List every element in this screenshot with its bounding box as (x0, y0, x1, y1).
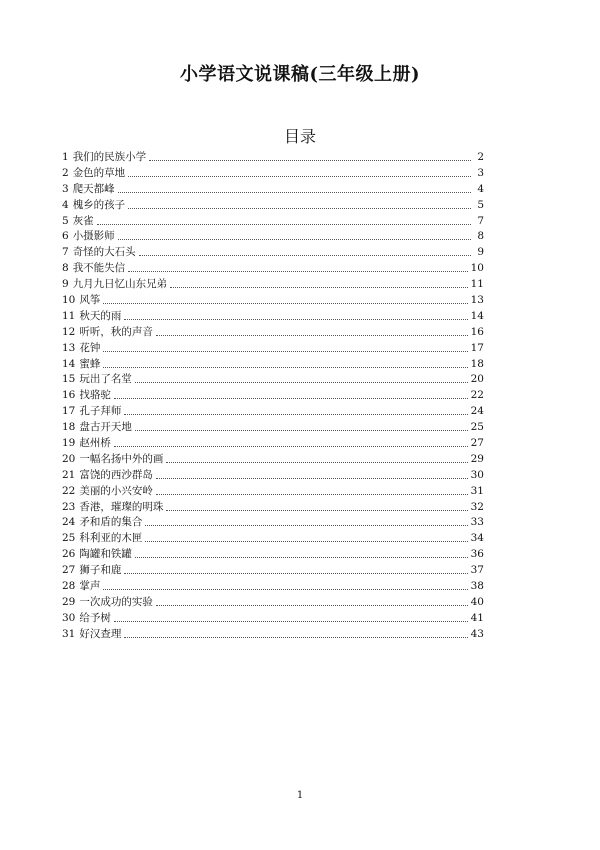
toc-entry[interactable] (62, 404, 484, 420)
toc-entry[interactable] (62, 547, 484, 563)
toc-dot-leader (103, 302, 467, 304)
toc-entry-page: 4 (477, 182, 484, 195)
toc-entry[interactable] (62, 595, 484, 611)
toc-entry-page: 20 (470, 373, 484, 386)
toc-entry-title: 掌声 (79, 580, 101, 593)
toc-entry-page: 17 (470, 341, 484, 354)
toc-dot-leader (128, 207, 471, 209)
toc-entry-number: 17 (62, 405, 76, 418)
toc-dot-leader (145, 524, 467, 526)
toc-dot-leader (128, 175, 471, 177)
toc-entry-title: 我不能失信 (72, 262, 126, 275)
toc-entry-page: 29 (470, 452, 484, 465)
toc-entry-page: 41 (470, 611, 484, 624)
toc-dot-leader (103, 350, 467, 352)
toc-entry-page: 3 (477, 166, 484, 179)
toc-entry[interactable] (62, 261, 484, 277)
toc-entry-page: 9 (477, 246, 484, 259)
toc-dot-leader (135, 429, 468, 431)
toc-entry-title: 孔子拜师 (79, 405, 122, 418)
toc-entry-title: 矛和盾的集合 (79, 516, 143, 529)
toc-dot-leader (156, 604, 468, 606)
toc-entry-page: 5 (477, 198, 484, 211)
toc-entry-page: 34 (470, 532, 484, 545)
toc-entry-number: 31 (62, 627, 76, 640)
toc-dot-leader (114, 620, 468, 622)
toc-entry[interactable] (62, 500, 484, 516)
toc-dot-leader (156, 334, 468, 336)
toc-entry-title: 一幅名扬中外的画 (79, 452, 164, 465)
toc-entry-title: 找骆驼 (79, 389, 111, 402)
toc-entry-title: 好汉查理 (79, 627, 122, 640)
toc-entry-number: 2 (62, 166, 69, 179)
toc-entry-title: 狮子和鹿 (79, 564, 122, 577)
toc-dot-leader (128, 270, 467, 272)
toc-entry-title: 风筝 (79, 294, 101, 307)
toc-dot-leader (114, 445, 468, 447)
toc-entry-title: 香港，璀璨的明珠 (79, 500, 164, 513)
toc-entry-page: 36 (470, 548, 484, 561)
toc-dot-leader (97, 223, 471, 225)
toc-entry-page: 43 (470, 627, 484, 640)
toc-entry-number: 1 (62, 151, 69, 163)
toc-dot-leader (124, 572, 467, 574)
toc-entry-number: 7 (62, 246, 69, 259)
toc-entry-page: 10 (470, 262, 484, 275)
toc-entry[interactable] (62, 372, 484, 388)
toc-dot-leader (103, 366, 467, 368)
toc-dot-leader (114, 397, 468, 399)
toc-entry-page: 37 (470, 564, 484, 577)
toc-dot-leader (166, 461, 467, 463)
toc-entry-page: 24 (470, 405, 484, 418)
toc-dot-leader (139, 254, 471, 256)
toc-entry-number: 15 (62, 373, 76, 386)
toc-entry[interactable] (62, 245, 484, 261)
toc-entry-number: 16 (62, 389, 76, 402)
toc-dot-leader (124, 318, 467, 320)
toc-dot-leader (149, 159, 471, 161)
toc-entry-number: 10 (62, 294, 76, 307)
toc-entry[interactable] (62, 325, 484, 341)
toc-dot-leader (124, 413, 467, 415)
toc-entry[interactable] (62, 579, 484, 595)
toc-entry-number: 22 (62, 484, 76, 497)
toc-entry-page: 11 (470, 278, 484, 291)
toc-entry-title: 科利亚的木匣 (79, 532, 143, 545)
toc-entry-number: 6 (62, 230, 69, 243)
toc-entry[interactable] (62, 277, 484, 293)
toc-dot-leader (156, 477, 468, 479)
toc-dot-leader (135, 556, 468, 558)
toc-dot-leader (145, 540, 467, 542)
toc-entry-number: 20 (62, 452, 76, 465)
toc-entry-title: 陶罐和铁罐 (79, 548, 132, 561)
toc-dot-leader (156, 493, 468, 495)
toc-entry-number: 9 (62, 278, 69, 291)
toc-entry[interactable] (62, 166, 484, 182)
toc-entry-number: 27 (62, 564, 76, 577)
toc-entry-number: 24 (62, 516, 76, 529)
toc-entry-title: 爬天都峰 (72, 182, 115, 195)
toc-entry-title: 秋天的雨 (79, 309, 122, 322)
toc-entry[interactable] (62, 627, 484, 643)
toc-entry-page: 38 (470, 580, 484, 593)
toc-entry-title: 给予树 (79, 611, 111, 624)
toc-entry-page: 8 (477, 230, 484, 243)
toc-entry-number: 21 (62, 468, 76, 481)
toc-dot-leader (118, 238, 471, 240)
page-number: 1 (296, 790, 304, 801)
toc-entry-page: 30 (470, 468, 484, 481)
toc-entry[interactable] (62, 436, 484, 452)
toc-entry-title: 奇怪的大石头 (72, 246, 136, 259)
toc-entry[interactable] (62, 420, 484, 436)
toc-dot-leader (170, 286, 467, 288)
toc-entry[interactable] (62, 357, 484, 373)
toc-entry[interactable] (62, 229, 484, 245)
toc-entry-title: 小摄影师 (72, 230, 115, 243)
toc-entry-number: 29 (62, 595, 76, 608)
toc-entry[interactable] (62, 452, 484, 468)
toc-dot-leader (166, 509, 467, 511)
toc-entry-number: 11 (62, 309, 76, 322)
toc-entry[interactable] (62, 293, 484, 309)
toc-entry[interactable] (62, 198, 484, 214)
toc-entry-title: 富饶的西沙群岛 (79, 468, 153, 481)
toc-entry[interactable] (62, 214, 484, 230)
toc-dot-leader (118, 191, 471, 193)
toc-dot-leader (103, 588, 467, 590)
toc-entry[interactable] (62, 388, 484, 404)
toc-entry-title: 蜜蜂 (79, 357, 101, 370)
toc-entry-page: 33 (470, 516, 484, 529)
toc-entry-number: 25 (62, 532, 76, 545)
toc-entry[interactable] (62, 468, 484, 484)
toc-entry-number: 14 (62, 357, 76, 370)
toc-entry[interactable] (62, 150, 484, 166)
toc-entry-title: 花钟 (79, 341, 101, 354)
toc-entry-number: 26 (62, 548, 76, 561)
document-title: 小学语文说课稿(三年级上册) (179, 64, 421, 85)
toc-entry-page: 14 (470, 309, 484, 322)
toc-entry[interactable] (62, 531, 484, 547)
toc-entry[interactable] (62, 611, 484, 627)
toc-entry-page: 7 (477, 214, 484, 227)
toc-heading: 目录 (283, 127, 316, 146)
toc-entry-number: 5 (62, 214, 69, 227)
toc-entry[interactable] (62, 484, 484, 500)
toc-entry-page: 31 (470, 484, 484, 497)
toc-entry-title: 槐乡的孩子 (72, 198, 126, 211)
toc-entry-page: 18 (470, 357, 484, 370)
toc-entry-title: 灰雀 (72, 214, 94, 227)
toc-entry-number: 13 (62, 341, 76, 354)
toc-entry-title: 玩出了名堂 (79, 373, 132, 386)
toc-entry-number: 8 (62, 262, 69, 275)
toc-entry-page: 13 (470, 294, 484, 307)
toc-entry-number: 12 (62, 325, 76, 338)
toc-entry-number: 28 (62, 580, 76, 593)
toc-entry-page: 16 (470, 325, 484, 338)
toc-entry-title: 美丽的小兴安岭 (79, 484, 153, 497)
toc-entry-title: 金色的草地 (72, 166, 126, 179)
toc-entry[interactable] (62, 341, 484, 357)
toc-dot-leader (124, 636, 467, 638)
toc-entry[interactable] (62, 515, 484, 531)
toc-entry-number: 3 (62, 182, 69, 195)
toc-entry-page: 22 (470, 389, 484, 402)
toc-entry-number: 19 (62, 437, 76, 450)
toc-entry-page: 25 (470, 421, 484, 434)
toc-entry-title: 盘古开天地 (79, 421, 132, 434)
toc-entry-title: 我们的民族小学 (72, 151, 147, 163)
toc-entry-number: 4 (62, 198, 69, 211)
toc-entry-number: 23 (62, 500, 76, 513)
toc-entry[interactable] (62, 563, 484, 579)
toc-dot-leader (135, 381, 468, 383)
toc-entry-page: 40 (470, 595, 484, 608)
toc-entry-number: 30 (62, 611, 76, 624)
toc-entry-page: 27 (470, 437, 484, 450)
toc-entry-page: 32 (470, 500, 484, 513)
toc-entry-title: 听听，秋的声音 (79, 325, 153, 338)
toc-entry-title: 九月九日忆山东兄弟 (72, 278, 168, 291)
toc-entry-title: 一次成功的实验 (79, 595, 153, 608)
toc-entry-number: 18 (62, 421, 76, 434)
toc-entry-page: 2 (477, 151, 484, 163)
toc-entry[interactable] (62, 182, 484, 198)
toc-entry-title: 赵州桥 (79, 437, 111, 450)
table-of-contents (62, 150, 484, 643)
toc-entry[interactable] (62, 309, 484, 325)
